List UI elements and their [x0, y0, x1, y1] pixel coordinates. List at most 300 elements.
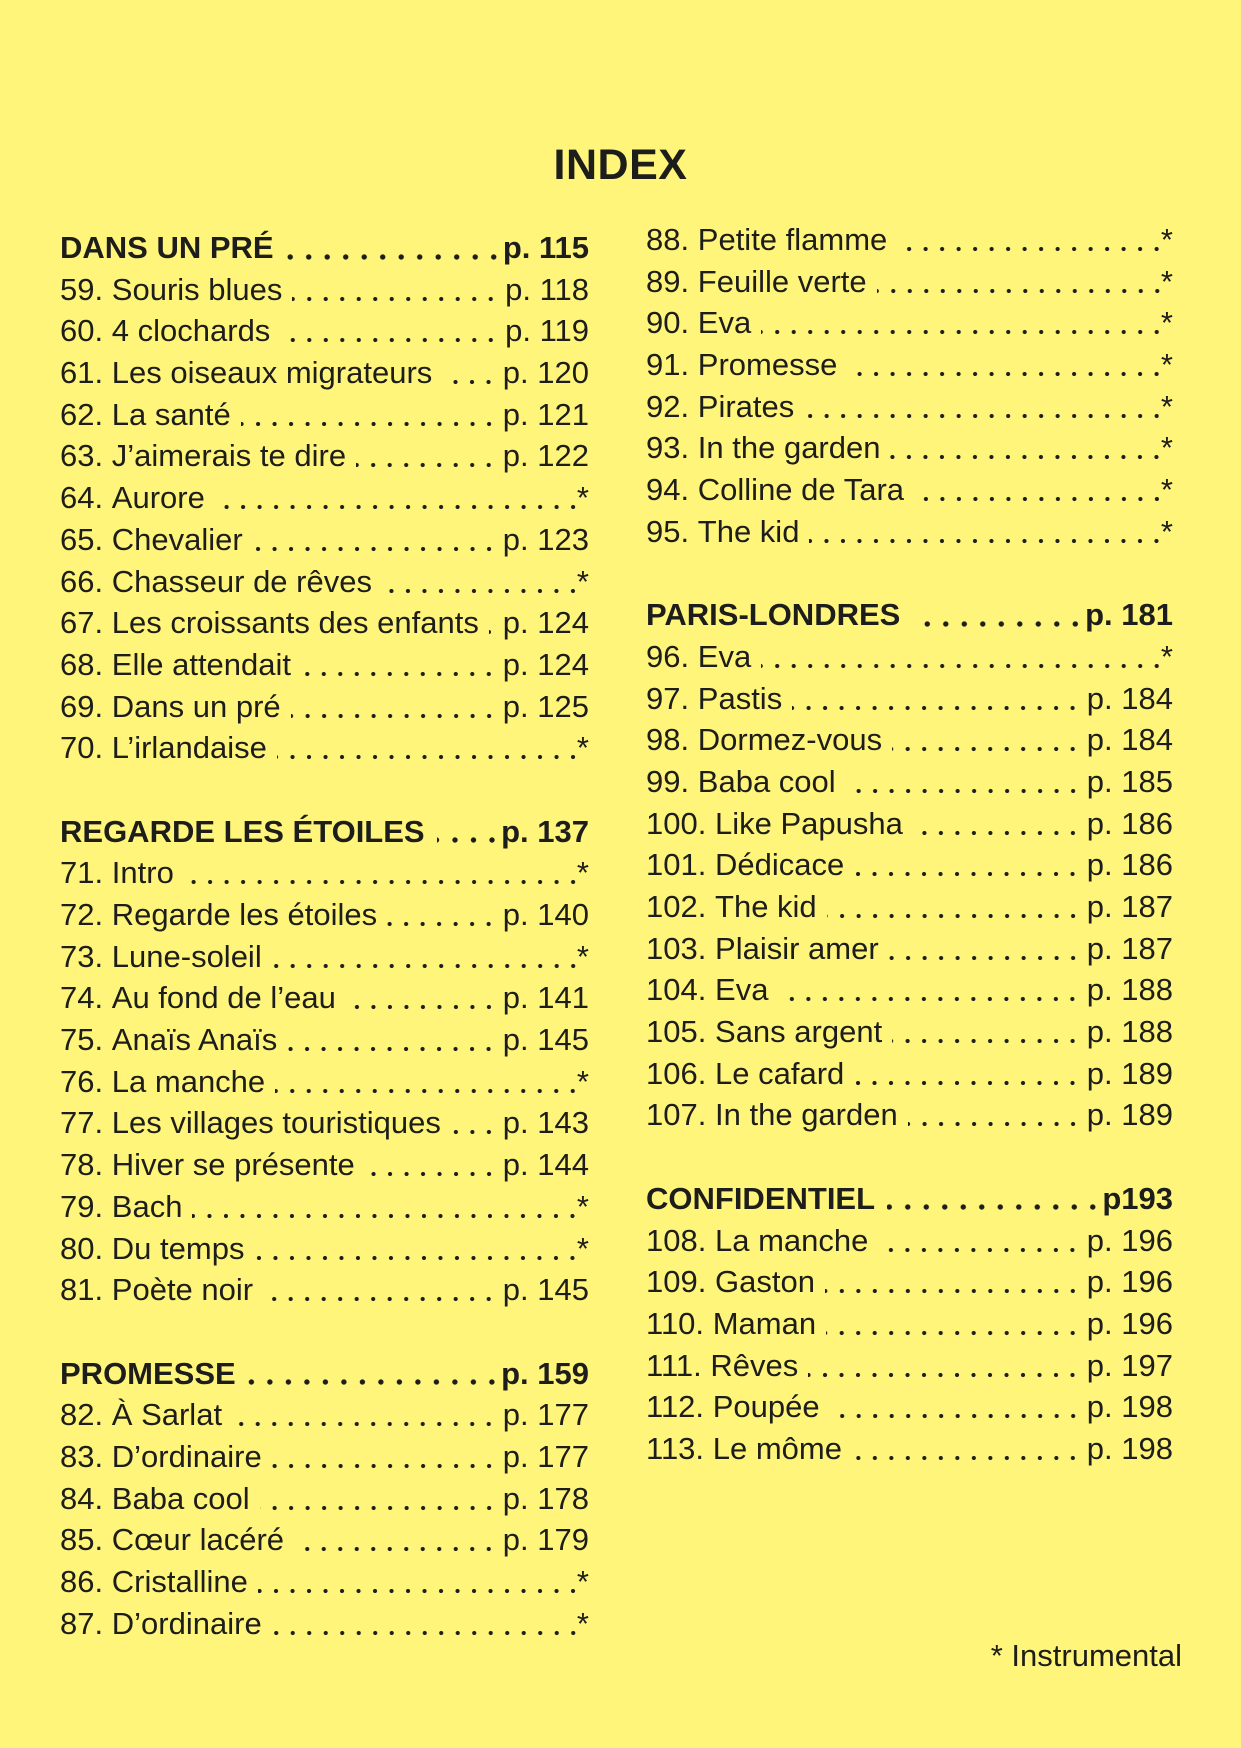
entry-page: p. 124 [502, 646, 589, 682]
entry-title: The kid [715, 889, 817, 924]
index-entry [60, 561, 589, 603]
entry-title: Colline de Tara [697, 472, 905, 508]
entry-page: p. 184 [1086, 680, 1173, 716]
instrumental-marker: * [576, 1605, 589, 1641]
entry-number: 77. [60, 1105, 104, 1141]
dot-leader [890, 427, 1159, 469]
entry-title: In the garden [715, 1097, 898, 1133]
entry-title: Au fond de l’eau [111, 980, 336, 1016]
index-entry [646, 1011, 1173, 1053]
index-entry [646, 1094, 1173, 1136]
entry-page: p. 177 [502, 1438, 589, 1474]
index-entry [60, 686, 589, 728]
dot-leader [437, 811, 496, 853]
entry-number: 109. [646, 1264, 707, 1300]
dot-leader [489, 602, 492, 644]
instrumental-marker: * [576, 855, 589, 891]
entry-title: Les oiseaux migrateurs [111, 355, 433, 391]
index-entry [646, 1053, 1173, 1095]
entry-page: p. 188 [1086, 1014, 1173, 1050]
entry-title: D’ordinaire [111, 1438, 262, 1474]
entry-number: 111. [646, 1347, 702, 1383]
dot-leader [258, 1561, 576, 1603]
index-entry [646, 803, 1173, 845]
entry-title: Hiver se présente [111, 1147, 355, 1183]
entry-number: 101. [646, 847, 707, 883]
entry-title: Le cafard [715, 1055, 845, 1091]
entry-title: Intro [111, 855, 174, 891]
entry-number: 72. [60, 897, 104, 932]
dot-leader [878, 1220, 1075, 1262]
entry-page: p. 187 [1086, 930, 1173, 966]
entry-number: 81. [60, 1272, 104, 1308]
entry-number: 62. [60, 396, 104, 432]
entry-number: 69. [60, 688, 104, 724]
instrumental-marker: * [576, 730, 589, 766]
entry-title: Dédicace [715, 847, 845, 883]
index-entry [646, 1303, 1173, 1345]
section-spacer [646, 1136, 1173, 1178]
index-entry [60, 1478, 589, 1520]
entry-number: 106. [646, 1055, 707, 1091]
entry-title: Eva [697, 305, 752, 341]
index-entry [60, 1061, 589, 1103]
section-heading [60, 1353, 589, 1395]
index-entry [646, 469, 1173, 511]
instrumental-marker: * [1160, 513, 1173, 549]
entry-number: 90. [646, 305, 690, 341]
entry-page: p. 189 [1086, 1055, 1173, 1091]
entry-number: 105. [646, 1014, 707, 1050]
section-title: DANS UN PRÉ [60, 230, 274, 265]
dot-leader [847, 344, 1160, 386]
entry-page: p. 198 [1086, 1389, 1173, 1425]
entry-number: 104. [646, 972, 707, 1008]
entry-title: Cristalline [111, 1564, 248, 1599]
section-title: PARIS-LONDRES [646, 597, 901, 633]
entry-number: 85. [60, 1522, 104, 1558]
index-entry [60, 1603, 589, 1645]
entry-page: p. 198 [1086, 1430, 1173, 1466]
index-entry [60, 644, 589, 686]
entry-number: 73. [60, 938, 104, 974]
index-entry [60, 1269, 589, 1311]
entry-number: 61. [60, 355, 104, 391]
dot-leader [792, 678, 1076, 720]
entry-page: p. 178 [502, 1480, 589, 1516]
dot-leader [908, 1094, 1076, 1136]
entry-number: 95. [646, 513, 690, 549]
dot-leader [887, 1178, 1096, 1220]
instrumental-marker: * [576, 1188, 589, 1224]
instrumental-marker: * [576, 480, 589, 516]
entry-title: Elle attendait [111, 646, 292, 682]
entry-number: 102. [646, 889, 707, 924]
dot-leader [889, 928, 1076, 970]
entry-number: 76. [60, 1063, 104, 1099]
index-entry [646, 1220, 1173, 1262]
index-entry [60, 894, 589, 936]
dot-leader [241, 394, 492, 436]
dot-leader [892, 1011, 1076, 1053]
dot-leader [913, 803, 1076, 845]
entry-title: Baba cool [697, 763, 836, 799]
entry-page: p. 145 [502, 1022, 589, 1058]
entry-number: 59. [60, 271, 104, 307]
entry-number: 99. [646, 763, 690, 799]
instrumental-marker: * [576, 563, 589, 599]
index-entry [646, 1261, 1173, 1303]
instrumental-marker: * [1160, 472, 1173, 508]
index-entry [646, 427, 1173, 469]
entry-number: 66. [60, 563, 104, 599]
section-page: p. 137 [501, 813, 589, 849]
entry-number: 113. [646, 1430, 705, 1466]
entry-page: p. 140 [502, 897, 589, 932]
entry-page: p. 188 [1086, 972, 1173, 1008]
entry-number: 96. [646, 638, 690, 674]
entry-number: 70. [60, 730, 104, 766]
entry-number: 74. [60, 980, 104, 1016]
entry-title: Bach [111, 1188, 183, 1224]
entry-title: Pastis [697, 680, 783, 716]
index-entry [646, 969, 1173, 1011]
entry-title: L’irlandaise [111, 730, 267, 766]
dot-leader [248, 1353, 495, 1395]
instrumental-marker: * [576, 938, 589, 974]
entry-number: 98. [646, 722, 690, 758]
entry-page: p. 196 [1086, 1305, 1173, 1341]
entry-number: 89. [646, 263, 690, 299]
entry-title: Cœur lacéré [111, 1522, 285, 1558]
entry-number: 67. [60, 605, 104, 641]
entry-page: p. 189 [1086, 1097, 1173, 1133]
instrumental-marker: * [1160, 430, 1173, 466]
entry-title: In the garden [697, 430, 881, 466]
index-entry [646, 719, 1173, 761]
entry-page: p. 123 [502, 521, 589, 557]
index-entry [60, 1102, 589, 1144]
instrumental-marker: * [576, 1063, 589, 1099]
dot-leader [286, 227, 497, 269]
index-entry [646, 261, 1173, 303]
dot-leader [827, 886, 1076, 928]
index-entry [646, 1428, 1173, 1470]
index-entry [60, 1561, 589, 1603]
entry-number: 110. [646, 1305, 705, 1341]
dot-leader [854, 844, 1076, 886]
entry-title: Les villages touristiques [111, 1105, 441, 1141]
dot-leader [382, 561, 576, 603]
entry-title: Petite flamme [697, 222, 888, 257]
entry-page: p. 125 [502, 688, 589, 724]
index-entry [60, 477, 589, 519]
entry-number: 88. [646, 222, 690, 257]
dot-leader [232, 1394, 492, 1436]
entry-number: 103. [646, 930, 707, 966]
dot-leader [854, 1053, 1076, 1095]
index-entry [646, 386, 1173, 428]
index-entry [60, 435, 589, 477]
entry-number: 63. [60, 438, 104, 474]
entry-number: 97. [646, 680, 690, 716]
entry-page: p. 119 [505, 313, 589, 349]
instrumental-marker: * [576, 1230, 589, 1266]
section-heading [60, 811, 589, 853]
dot-leader [877, 261, 1160, 303]
entry-number: 93. [646, 430, 690, 466]
dot-leader [260, 1478, 492, 1520]
entry-number: 108. [646, 1222, 707, 1258]
entry-number: 100. [646, 805, 707, 841]
entry-title: Rêves [710, 1347, 799, 1383]
section-spacer [646, 553, 1173, 595]
index-entry [60, 936, 589, 978]
index-entry [646, 219, 1173, 261]
entry-page: p. 177 [502, 1397, 589, 1433]
index-entry [60, 1394, 589, 1436]
dot-leader [356, 435, 492, 477]
entry-title: Dormez-vous [697, 722, 883, 758]
entry-number: 87. [60, 1605, 104, 1641]
entry-title: Plaisir amer [715, 930, 879, 966]
index-entry [60, 727, 589, 769]
section-title: PROMESSE [60, 1355, 236, 1391]
instrumental-marker: * [576, 1564, 589, 1599]
entry-number: 83. [60, 1438, 104, 1474]
index-title: INDEX [553, 141, 688, 189]
entry-title: Eva [715, 972, 769, 1008]
index-entry [646, 1386, 1173, 1428]
entry-page: p. 196 [1086, 1222, 1173, 1258]
dot-leader [294, 1519, 492, 1561]
index-entry [60, 1144, 589, 1186]
dot-leader [387, 894, 492, 936]
index-entry [60, 394, 589, 436]
section-heading [646, 1178, 1173, 1220]
index-entry [60, 310, 589, 352]
dot-leader [830, 1386, 1076, 1428]
index-entry [60, 1228, 589, 1270]
index-entry [646, 1345, 1173, 1387]
instrumental-marker: * [1160, 222, 1173, 257]
instrumental-marker: * [1160, 263, 1173, 299]
dot-leader [263, 1269, 492, 1311]
entry-page: p. 122 [502, 438, 589, 474]
dot-leader [287, 1019, 492, 1061]
entry-number: 86. [60, 1564, 104, 1599]
entry-title: Lune-soleil [111, 938, 262, 974]
entry-number: 78. [60, 1147, 104, 1183]
index-entry [60, 852, 589, 894]
entry-page: p. 124 [502, 605, 589, 641]
dot-leader [846, 761, 1076, 803]
entry-number: 80. [60, 1230, 104, 1266]
entry-title: Eva [697, 638, 752, 674]
index-entry [60, 977, 589, 1019]
entry-title: 4 clochards [111, 313, 271, 349]
entry-page: p. 141 [502, 980, 589, 1016]
left-column [60, 227, 589, 1644]
entry-title: Anaïs Anaïs [111, 1022, 278, 1058]
index-entry [60, 602, 589, 644]
dot-leader [892, 719, 1076, 761]
dot-leader [301, 644, 492, 686]
section-page: p. 159 [501, 1355, 589, 1391]
index-entry [60, 352, 589, 394]
dot-leader [778, 969, 1075, 1011]
index-entry [646, 886, 1173, 928]
dot-leader [275, 1061, 576, 1103]
entry-page: p. 184 [1086, 722, 1173, 758]
entry-number: 94. [646, 472, 690, 508]
entry-number: 92. [646, 388, 690, 424]
entry-number: 84. [60, 1480, 104, 1516]
entry-title: Les croissants des enfants [111, 605, 479, 641]
entry-number: 107. [646, 1097, 707, 1133]
index-entry [646, 302, 1173, 344]
section-spacer [60, 1311, 589, 1353]
dot-leader [365, 1144, 492, 1186]
entry-number: 79. [60, 1188, 104, 1224]
dot-leader [912, 594, 1079, 636]
dot-leader [804, 386, 1160, 428]
entry-page: p. 197 [1086, 1347, 1173, 1383]
entry-page: p. 186 [1086, 847, 1173, 883]
entry-number: 112. [646, 1389, 705, 1425]
index-entry [646, 928, 1173, 970]
dot-leader [280, 310, 494, 352]
instrumental-marker: * [1160, 347, 1173, 383]
dot-leader [272, 1436, 492, 1478]
section-title: REGARDE LES ÉTOILES [60, 813, 425, 849]
index-entry [60, 1019, 589, 1061]
entry-title: J’aimerais te dire [111, 438, 347, 474]
entry-number: 82. [60, 1397, 104, 1433]
entry-title: Poupée [712, 1389, 820, 1425]
entry-title: La santé [111, 396, 231, 432]
index-entry [60, 1519, 589, 1561]
dot-leader [253, 519, 492, 561]
dot-leader [897, 219, 1160, 261]
entry-page: p. 144 [502, 1147, 589, 1183]
dot-leader [346, 977, 492, 1019]
dot-leader [254, 1228, 575, 1270]
entry-title: Gaston [715, 1264, 815, 1300]
dot-leader [192, 1186, 575, 1228]
index-entry [60, 519, 589, 561]
dot-leader [808, 1345, 1076, 1387]
dot-leader [184, 852, 576, 894]
entry-page: p. 118 [505, 271, 589, 307]
index-entry [646, 678, 1173, 720]
entry-title: Regarde les étoiles [111, 897, 378, 932]
entry-number: 60. [60, 313, 104, 349]
dot-leader [442, 352, 492, 394]
entry-title: Feuille verte [697, 263, 867, 299]
index-entry [646, 511, 1173, 553]
entry-page: p. 120 [502, 355, 589, 391]
dot-leader [825, 1261, 1076, 1303]
entry-page: p. 143 [502, 1105, 589, 1141]
entry-page: p. 179 [502, 1522, 589, 1558]
dot-leader [292, 269, 494, 311]
section-page: p193 [1102, 1180, 1173, 1216]
entry-page: p. 186 [1086, 805, 1173, 841]
entry-title: À Sarlat [111, 1397, 223, 1433]
entry-title: La manche [111, 1063, 266, 1099]
entry-title: Like Papusha [715, 805, 903, 841]
section-heading [646, 594, 1173, 636]
entry-title: Poète noir [111, 1272, 254, 1308]
index-entry [646, 844, 1173, 886]
entry-title: D’ordinaire [111, 1605, 262, 1641]
dot-leader [852, 1428, 1076, 1470]
entry-number: 75. [60, 1022, 104, 1058]
entry-title: Sans argent [715, 1014, 883, 1050]
entry-page: p. 185 [1086, 763, 1173, 799]
entry-title: Du temps [111, 1230, 245, 1266]
entry-title: Aurore [111, 480, 205, 516]
entry-title: Baba cool [111, 1480, 250, 1516]
dot-leader [826, 1303, 1076, 1345]
dot-leader [761, 636, 1160, 678]
dot-leader [277, 727, 576, 769]
section-spacer [60, 769, 589, 811]
index-entry [646, 761, 1173, 803]
dot-leader [215, 477, 576, 519]
dot-leader [291, 686, 492, 728]
entry-number: 65. [60, 521, 104, 557]
index-entry [646, 636, 1173, 678]
index-entry [646, 344, 1173, 386]
entry-title: Pirates [697, 388, 795, 424]
entry-title: Chevalier [111, 521, 243, 557]
entry-title: Souris blues [111, 271, 283, 307]
dot-leader [451, 1102, 492, 1144]
dot-leader [761, 302, 1160, 344]
instrumental-footnote: * Instrumental [990, 1638, 1182, 1673]
entry-page: p. 187 [1086, 889, 1173, 924]
entry-number: 71. [60, 855, 104, 891]
dot-leader [809, 511, 1159, 553]
instrumental-marker: * [1160, 305, 1173, 341]
section-page: p. 115 [502, 230, 589, 265]
section-page: p. 181 [1085, 597, 1173, 633]
entry-number: 91. [646, 347, 690, 383]
index-entry [60, 1186, 589, 1228]
entry-number: 64. [60, 480, 104, 516]
dot-leader [914, 469, 1160, 511]
entry-title: Maman [712, 1305, 817, 1341]
entry-title: Chasseur de rêves [111, 563, 372, 599]
entry-title: La manche [715, 1222, 869, 1258]
entry-number: 68. [60, 646, 104, 682]
entry-title: Promesse [697, 347, 838, 383]
entry-page: p. 196 [1086, 1264, 1173, 1300]
entry-page: p. 121 [502, 396, 589, 432]
entry-title: The kid [697, 513, 800, 549]
section-heading [60, 227, 589, 269]
entry-title: Le môme [712, 1430, 842, 1466]
instrumental-marker: * [1160, 638, 1173, 674]
dot-leader [272, 1603, 576, 1645]
dot-leader [272, 936, 576, 978]
index-entry [60, 1436, 589, 1478]
entry-page: p. 145 [502, 1272, 589, 1308]
entry-title: Dans un pré [111, 688, 281, 724]
section-title: CONFIDENTIEL [646, 1180, 876, 1216]
